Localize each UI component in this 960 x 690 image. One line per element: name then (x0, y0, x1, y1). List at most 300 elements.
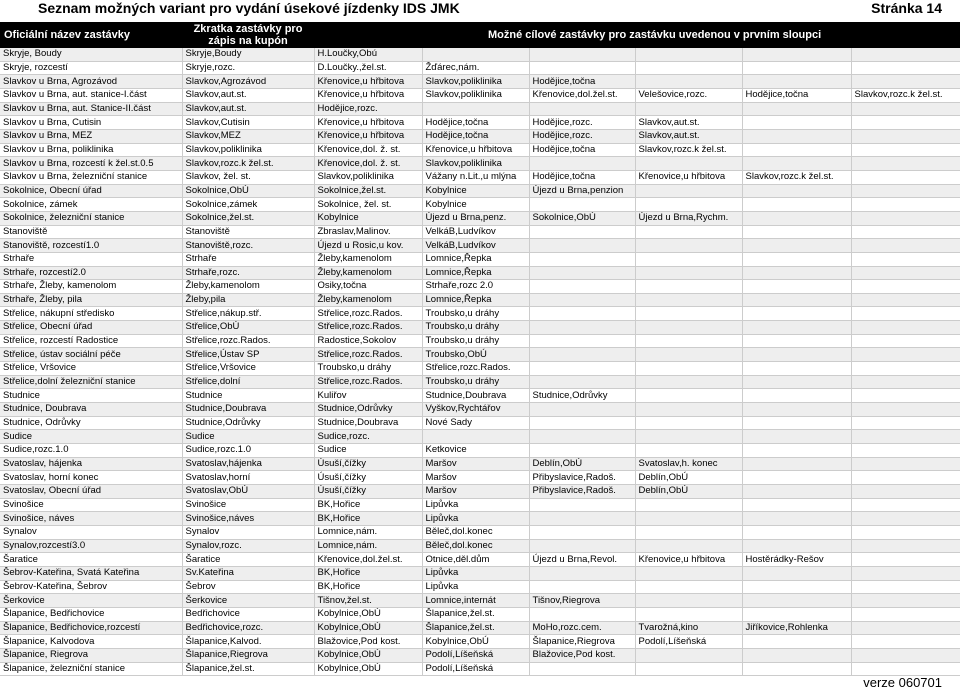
target-stop-cell: Hodějice,rozc. (314, 102, 422, 116)
target-stop-cell (851, 129, 960, 143)
target-stop-cell (742, 307, 851, 321)
stop-name-cell: Šlapanice, Riegrova (0, 648, 182, 662)
target-stop-cell: Kobylnice (422, 198, 529, 212)
target-stop-cell: BK,Hořice (314, 580, 422, 594)
target-stop-cell (635, 48, 742, 61)
target-stop-cell (851, 512, 960, 526)
stop-name-cell: Střelice, nákupní středisko (0, 307, 182, 321)
stop-name-cell: Šaratice (0, 553, 182, 567)
stop-abbrev-cell: Bedřichovice,rozc. (182, 621, 314, 635)
stop-abbrev-cell: Šlapanice,Riegrova (182, 648, 314, 662)
stop-abbrev-cell: Slavkov,aut.st. (182, 88, 314, 102)
target-stop-cell: Úsuší,čížky (314, 485, 422, 499)
target-stop-cell (742, 280, 851, 294)
target-stop-cell (742, 512, 851, 526)
target-stop-cell: Křenovice,u hřbitova (314, 88, 422, 102)
table-row (0, 293, 960, 307)
stop-abbrev-cell: Svatoslav,hájenka (182, 457, 314, 471)
target-stop-cell (851, 75, 960, 89)
target-stop-cell (851, 553, 960, 567)
table-row (0, 635, 960, 649)
target-stop-cell (635, 525, 742, 539)
stop-abbrev-cell: Skryje,rozc. (182, 61, 314, 75)
table-row (0, 266, 960, 280)
target-stop-cell: Lomnice,Řepka (422, 252, 529, 266)
target-stop-cell (422, 102, 529, 116)
table-row (0, 375, 960, 389)
table-row (0, 430, 960, 444)
target-stop-cell: Křenovice,u hřbitova (422, 143, 529, 157)
target-stop-cell: Tišnov,Riegrova (529, 594, 635, 608)
table-row (0, 607, 960, 621)
stop-name-cell: Střelice, Obecní úřad (0, 321, 182, 335)
target-stop-cell (742, 198, 851, 212)
stop-name-cell: Šebrov-Kateřina, Svatá Kateřina (0, 566, 182, 580)
target-stop-cell (742, 594, 851, 608)
stop-name-cell: Svatoslav, horní konec (0, 471, 182, 485)
stop-name-cell: Stanoviště, rozcestí1.0 (0, 239, 182, 253)
target-stop-cell: Lipůvka (422, 580, 529, 594)
target-stop-cell: Vyškov,Rychtářov (422, 403, 529, 417)
target-stop-cell: Hodějice,točna (529, 170, 635, 184)
stop-abbrev-cell: Střelice,Vršovice (182, 362, 314, 376)
table-row (0, 403, 960, 417)
target-stop-cell: Jiříkovice,Rohlenka (742, 621, 851, 635)
target-stop-cell: Křenovice,dol. ž. st. (314, 143, 422, 157)
target-stop-cell (635, 662, 742, 676)
target-stop-cell: Střelice,rozc.Rados. (314, 348, 422, 362)
target-stop-cell (742, 266, 851, 280)
target-stop-cell (529, 321, 635, 335)
stop-abbrev-cell: Šerkovice (182, 594, 314, 608)
target-stop-cell: MoHo,rozc.cem. (529, 621, 635, 635)
target-stop-cell (742, 293, 851, 307)
target-stop-cell (635, 198, 742, 212)
target-stop-cell: Maršov (422, 485, 529, 499)
target-stop-cell: Podolí,Líšeňská (635, 635, 742, 649)
target-stop-cell (851, 239, 960, 253)
target-stop-cell (635, 75, 742, 89)
table-row (0, 48, 960, 61)
target-stop-cell (742, 48, 851, 61)
target-stop-cell (422, 48, 529, 61)
table-row (0, 416, 960, 430)
target-stop-cell (529, 375, 635, 389)
stop-abbrev-cell: Střelice,Ústav SP (182, 348, 314, 362)
stop-abbrev-cell: Střelice,dolní (182, 375, 314, 389)
table-row (0, 280, 960, 294)
target-stop-cell (851, 225, 960, 239)
target-stop-cell (529, 539, 635, 553)
target-stop-cell: Kobylnice,ObÚ (314, 648, 422, 662)
target-stop-cell (742, 648, 851, 662)
stop-abbrev-cell: Sokolnice,žel.st. (182, 211, 314, 225)
stop-name-cell: Slavkov u Brna, aut. stanice-I.část (0, 88, 182, 102)
stop-abbrev-cell: Slavkov,aut.st. (182, 102, 314, 116)
stop-abbrev-cell: Studnice,Odrůvky (182, 416, 314, 430)
target-stop-cell (742, 362, 851, 376)
target-stop-cell: Slavkov,rozc.k žel.st. (635, 143, 742, 157)
table-row (0, 471, 960, 485)
stop-name-cell: Slavkov u Brna, aut. Stanice-II.část (0, 102, 182, 116)
version-label: verze 060701 (863, 675, 942, 690)
target-stop-cell (742, 129, 851, 143)
stop-name-cell: Slavkov u Brna, rozcestí k žel.st.0.5 (0, 157, 182, 171)
target-stop-cell: Lomnice,Řepka (422, 266, 529, 280)
stop-name-cell: Šlapanice, železniční stanice (0, 662, 182, 676)
target-stop-cell (529, 348, 635, 362)
target-stop-cell (742, 116, 851, 130)
table-row (0, 389, 960, 403)
target-stop-cell (851, 321, 960, 335)
stop-name-cell: Strhaře, Žleby, kamenolom (0, 280, 182, 294)
stop-name-cell: Sokolnice, zámek (0, 198, 182, 212)
target-stop-cell (529, 662, 635, 676)
target-stop-cell: Blažovice,Pod kost. (529, 648, 635, 662)
target-stop-cell: Žleby,kamenolom (314, 252, 422, 266)
target-stop-cell (851, 416, 960, 430)
target-stop-cell (635, 512, 742, 526)
target-stop-cell: Svatoslav,h. konec (635, 457, 742, 471)
target-stop-cell: Troubsko,u dráhy (422, 321, 529, 335)
stop-abbrev-cell: Žleby,kamenolom (182, 280, 314, 294)
target-stop-cell (742, 143, 851, 157)
stop-name-cell: Slavkov u Brna, MEZ (0, 129, 182, 143)
target-stop-cell (742, 102, 851, 116)
target-stop-cell: Nové Sady (422, 416, 529, 430)
target-stop-cell (742, 580, 851, 594)
target-stop-cell (851, 485, 960, 499)
target-stop-cell: Slavkov,aut.st. (635, 129, 742, 143)
table-row (0, 102, 960, 116)
target-stop-cell (851, 266, 960, 280)
target-stop-cell: Lipůvka (422, 566, 529, 580)
target-stop-cell (635, 389, 742, 403)
table-row (0, 129, 960, 143)
target-stop-cell: Střelice,rozc.Rados. (314, 375, 422, 389)
target-stop-cell (635, 293, 742, 307)
stop-abbrev-cell: Šlapanice,Kalvod. (182, 635, 314, 649)
target-stop-cell (742, 444, 851, 458)
stop-name-cell: Střelice, ústav sociální péče (0, 348, 182, 362)
target-stop-cell (742, 485, 851, 499)
stop-name-cell: Skryje, Boudy (0, 48, 182, 61)
table-row (0, 348, 960, 362)
stop-abbrev-cell: Sokolnice,zámek (182, 198, 314, 212)
stop-name-cell: Slavkov u Brna, železniční stanice (0, 170, 182, 184)
target-stop-cell: Maršov (422, 457, 529, 471)
target-stop-cell: Strhaře,rozc 2.0 (422, 280, 529, 294)
target-stop-cell: Troubsko,ObÚ (422, 348, 529, 362)
target-stop-cell: Újezd u Brna,penzion (529, 184, 635, 198)
table-row (0, 512, 960, 526)
target-stop-cell: Vážany n.Lit.,u mlýna (422, 170, 529, 184)
target-stop-cell (635, 498, 742, 512)
table-row (0, 116, 960, 130)
target-stop-cell (742, 334, 851, 348)
table-row (0, 211, 960, 225)
target-stop-cell (742, 389, 851, 403)
target-stop-cell: Tvarožná,kino (635, 621, 742, 635)
target-stop-cell: Lomnice,nám. (314, 539, 422, 553)
target-stop-cell: Zbraslav,Malinov. (314, 225, 422, 239)
target-stop-cell (529, 430, 635, 444)
target-stop-cell (851, 184, 960, 198)
target-stop-cell: Troubsko,u dráhy (422, 334, 529, 348)
stop-name-cell: Studnice (0, 389, 182, 403)
target-stop-cell: Křenovice,dol.žel.st. (529, 88, 635, 102)
target-stop-cell (529, 48, 635, 61)
target-stop-cell (742, 607, 851, 621)
target-stop-cell: Troubsko,u dráhy (422, 307, 529, 321)
target-stop-cell: Slavkov,poliklinika (314, 170, 422, 184)
target-stop-cell: Radostice,Sokolov (314, 334, 422, 348)
target-stop-cell (742, 157, 851, 171)
target-stop-cell: Osiky,točna (314, 280, 422, 294)
table-row (0, 444, 960, 458)
target-stop-cell (851, 594, 960, 608)
target-stop-cell: Podolí,Líšeňská (422, 662, 529, 676)
target-stop-cell (529, 416, 635, 430)
target-stop-cell: Kobylnice,ObÚ (422, 635, 529, 649)
stop-name-cell: Strhaře, rozcestí2.0 (0, 266, 182, 280)
target-stop-cell: Slavkov,poliklinika (422, 88, 529, 102)
target-stop-cell: VelkáB,Ludvíkov (422, 239, 529, 253)
stop-name-cell: Studnice, Doubrava (0, 403, 182, 417)
target-stop-cell (529, 307, 635, 321)
target-stop-cell: Studnice,Doubrava (422, 389, 529, 403)
target-stop-cell: Lomnice,internát (422, 594, 529, 608)
target-stop-cell: D.Loučky.,žel.st. (314, 61, 422, 75)
target-stop-cell (529, 580, 635, 594)
target-stop-cell: Tišnov,žel.st. (314, 594, 422, 608)
stop-name-cell: Slavkov u Brna, poliklinika (0, 143, 182, 157)
target-stop-cell: Běleč,dol.konec (422, 525, 529, 539)
target-stop-cell (851, 648, 960, 662)
target-stop-cell (529, 157, 635, 171)
target-stop-cell: Deblín,ObÚ (635, 485, 742, 499)
target-stop-cell (851, 334, 960, 348)
target-stop-cell (851, 539, 960, 553)
target-stop-cell (635, 594, 742, 608)
stop-abbrev-cell: Strhaře,rozc. (182, 266, 314, 280)
target-stop-cell (635, 403, 742, 417)
target-stop-cell (635, 566, 742, 580)
target-stop-cell: Kobylnice,ObÚ (314, 607, 422, 621)
header-official-name: Oficiální název zastávky (4, 29, 130, 41)
target-stop-cell (742, 184, 851, 198)
target-stop-cell: Újezd u Brna,Rychm. (635, 211, 742, 225)
target-stop-cell (529, 403, 635, 417)
table-row (0, 88, 960, 102)
table-row (0, 621, 960, 635)
table-row (0, 525, 960, 539)
target-stop-cell: Křenovice,dol.žel.st. (314, 553, 422, 567)
stop-abbrev-cell: Sudice,rozc.1.0 (182, 444, 314, 458)
stop-abbrev-cell: Synalov (182, 525, 314, 539)
target-stop-cell (635, 348, 742, 362)
header-target-stops: Možné cílové zastávky pro zastávku uvedenou v prvním sloupci (488, 29, 822, 41)
stop-name-cell: Svatoslav, hájenka (0, 457, 182, 471)
target-stop-cell (529, 444, 635, 458)
target-stop-cell (851, 211, 960, 225)
target-stop-cell: Kuliřov (314, 389, 422, 403)
target-stop-cell (635, 157, 742, 171)
target-stop-cell (851, 170, 960, 184)
target-stop-cell (742, 635, 851, 649)
stop-name-cell: Skryje, rozcestí (0, 61, 182, 75)
stop-abbrev-cell: Bedřichovice (182, 607, 314, 621)
stop-name-cell: Střelice, rozcestí Radostice (0, 334, 182, 348)
target-stop-cell (851, 457, 960, 471)
target-stop-cell: Ketkovice (422, 444, 529, 458)
stop-abbrev-cell: Sudice (182, 430, 314, 444)
target-stop-cell (851, 48, 960, 61)
stop-name-cell: Svatoslav, Obecní úřad (0, 485, 182, 499)
stop-abbrev-cell: Strhaře (182, 252, 314, 266)
target-stop-cell (529, 362, 635, 376)
target-stop-cell (635, 444, 742, 458)
target-stop-cell: Křenovice,u hřbitova (314, 129, 422, 143)
table-row (0, 157, 960, 171)
target-stop-cell (635, 307, 742, 321)
target-stop-cell: Slavkov,poliklinika (422, 75, 529, 89)
target-stop-cell: Střelice,rozc.Rados. (422, 362, 529, 376)
table-row (0, 184, 960, 198)
stop-abbrev-cell: Střelice,nákup.stř. (182, 307, 314, 321)
target-stop-cell (742, 252, 851, 266)
target-stop-cell (851, 403, 960, 417)
target-stop-cell: Slavkov,rozc.k žel.st. (851, 88, 960, 102)
target-stop-cell (851, 198, 960, 212)
target-stop-cell (742, 471, 851, 485)
target-stop-cell: Kobylnice (314, 211, 422, 225)
stop-abbrev-cell: Synalov,rozc. (182, 539, 314, 553)
target-stop-cell (851, 621, 960, 635)
target-stop-cell: Lomnice,Řepka (422, 293, 529, 307)
target-stop-cell: Křenovice,u hřbitova (635, 170, 742, 184)
target-stop-cell: Přibyslavice,Radoš. (529, 471, 635, 485)
target-stop-cell (635, 184, 742, 198)
table-row (0, 580, 960, 594)
target-stop-cell (635, 225, 742, 239)
table-row (0, 75, 960, 89)
target-stop-cell: Sokolnice, žel. st. (314, 198, 422, 212)
table-row (0, 648, 960, 662)
target-stop-cell: Deblín,ObÚ (529, 457, 635, 471)
target-stop-cell (635, 334, 742, 348)
stop-name-cell: Studnice, Odrůvky (0, 416, 182, 430)
stop-abbrev-cell: Svinošice,náves (182, 512, 314, 526)
table-row (0, 362, 960, 376)
stop-name-cell: Synalov (0, 525, 182, 539)
target-stop-cell (851, 566, 960, 580)
table-row (0, 307, 960, 321)
stop-name-cell: Šebrov-Kateřina, Šebrov (0, 580, 182, 594)
target-stop-cell: Hodějice,točna (529, 143, 635, 157)
target-stop-cell (851, 525, 960, 539)
target-stop-cell: Žleby,kamenolom (314, 293, 422, 307)
target-stop-cell (742, 61, 851, 75)
stop-name-cell: Šerkovice (0, 594, 182, 608)
target-stop-cell (529, 102, 635, 116)
stop-abbrev-cell: Slavkov, žel. st. (182, 170, 314, 184)
table-row (0, 225, 960, 239)
target-stop-cell (635, 539, 742, 553)
target-stop-cell: Žleby,kamenolom (314, 266, 422, 280)
stop-abbrev-cell: Šaratice (182, 553, 314, 567)
target-stop-cell: Hodějice,točna (742, 88, 851, 102)
target-stop-cell (851, 293, 960, 307)
target-stop-cell (529, 225, 635, 239)
target-stop-cell (742, 75, 851, 89)
table-row (0, 594, 960, 608)
target-stop-cell: Křenovice,u hřbitova (314, 75, 422, 89)
stop-abbrev-cell: Stanoviště,rozc. (182, 239, 314, 253)
target-stop-cell (851, 375, 960, 389)
stop-abbrev-cell: Šebrov (182, 580, 314, 594)
target-stop-cell: Křenovice,u hřbitova (635, 553, 742, 567)
target-stop-cell: Lomnice,nám. (314, 525, 422, 539)
stop-name-cell: Sudice,rozc.1.0 (0, 444, 182, 458)
table-row (0, 239, 960, 253)
stop-name-cell: Sudice (0, 430, 182, 444)
target-stop-cell: Hodějice,točna (422, 116, 529, 130)
target-stop-cell (742, 239, 851, 253)
target-stop-cell: Hodějice,rozc. (529, 129, 635, 143)
target-stop-cell (635, 280, 742, 294)
stop-abbrev-cell: Skryje,Boudy (182, 48, 314, 61)
target-stop-cell (635, 61, 742, 75)
target-stop-cell (529, 334, 635, 348)
table-row (0, 485, 960, 499)
target-stop-cell: Velešovice,rozc. (635, 88, 742, 102)
table-row (0, 252, 960, 266)
stop-abbrev-cell: Střelice,ObÚ (182, 321, 314, 335)
target-stop-cell: Maršov (422, 471, 529, 485)
stop-abbrev-cell: Slavkov,Cutisin (182, 116, 314, 130)
target-stop-cell (851, 444, 960, 458)
table-row (0, 457, 960, 471)
target-stop-cell: Slavkov,rozc.k žel.st. (742, 170, 851, 184)
target-stop-cell (635, 375, 742, 389)
target-stop-cell (851, 157, 960, 171)
target-stop-cell: Křenovice,dol. ž. st. (314, 157, 422, 171)
target-stop-cell (529, 293, 635, 307)
target-stop-cell: Hodějice,točna (529, 75, 635, 89)
target-stop-cell (635, 266, 742, 280)
target-stop-cell (851, 471, 960, 485)
target-stop-cell: Lipůvka (422, 512, 529, 526)
target-stop-cell (851, 143, 960, 157)
table-row (0, 539, 960, 553)
target-stop-cell (635, 239, 742, 253)
target-stop-cell: Deblín,ObÚ (635, 471, 742, 485)
target-stop-cell (635, 580, 742, 594)
target-stop-cell: Újezd u Brna,penz. (422, 211, 529, 225)
target-stop-cell (851, 252, 960, 266)
document-title: Seznam možných variant pro vydání úsekové jízdenky IDS JMK (38, 0, 460, 16)
target-stop-cell: Lipůvka (422, 498, 529, 512)
table-row (0, 553, 960, 567)
target-stop-cell: Otnice,děl.dům (422, 553, 529, 567)
target-stop-cell (742, 403, 851, 417)
target-stop-cell: Šlapanice,žel.st. (422, 607, 529, 621)
target-stop-cell (851, 580, 960, 594)
target-stop-cell (529, 512, 635, 526)
target-stop-cell: Střelice,rozc.Rados. (314, 321, 422, 335)
target-stop-cell (851, 102, 960, 116)
